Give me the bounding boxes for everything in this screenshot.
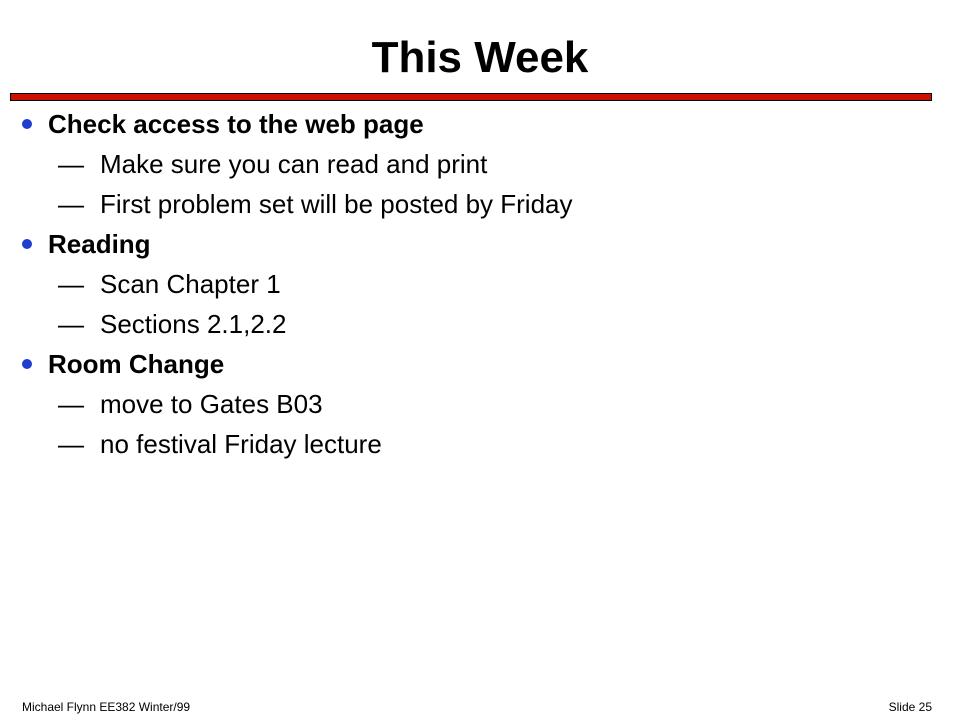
bullet-dot-icon: [22, 119, 32, 129]
bullet-item: [0, 344, 960, 384]
sub-text: Scan Chapter 1: [100, 269, 281, 299]
bullet-dot-icon: [22, 239, 32, 249]
slide-number: Slide 25: [888, 700, 932, 714]
dash-icon: —: [58, 429, 84, 459]
dash-icon: —: [58, 149, 84, 179]
dash-icon: —: [58, 189, 84, 219]
footer-author: Michael Flynn EE382 Winter/99: [22, 700, 191, 714]
sub-text: First problem set will be posted by Friday: [100, 189, 573, 219]
bullet-text: Reading: [48, 229, 151, 259]
bullet-item: [0, 224, 960, 264]
bullet-list: [0, 104, 960, 464]
sub-text: move to Gates B03: [100, 389, 323, 419]
sub-item: [0, 184, 960, 224]
sub-text: Sections 2.1,2.2: [100, 309, 287, 339]
dash-icon: —: [58, 269, 84, 299]
bullet-item: [0, 104, 960, 144]
sub-item: [0, 304, 960, 344]
sub-item: [0, 384, 960, 424]
dash-icon: —: [58, 389, 84, 419]
title-underline: [10, 93, 932, 101]
sub-item: [0, 264, 960, 304]
bullet-text: Room Change: [48, 349, 225, 379]
dash-icon: —: [58, 309, 84, 339]
sub-item: [0, 144, 960, 184]
bullet-text: Check access to the web page: [48, 109, 424, 139]
slide-title: This Week: [371, 33, 589, 82]
sub-text: Make sure you can read and print: [100, 149, 488, 179]
sub-item: [0, 424, 960, 464]
bullet-dot-icon: [22, 359, 32, 369]
sub-text: no festival Friday lecture: [100, 429, 382, 459]
